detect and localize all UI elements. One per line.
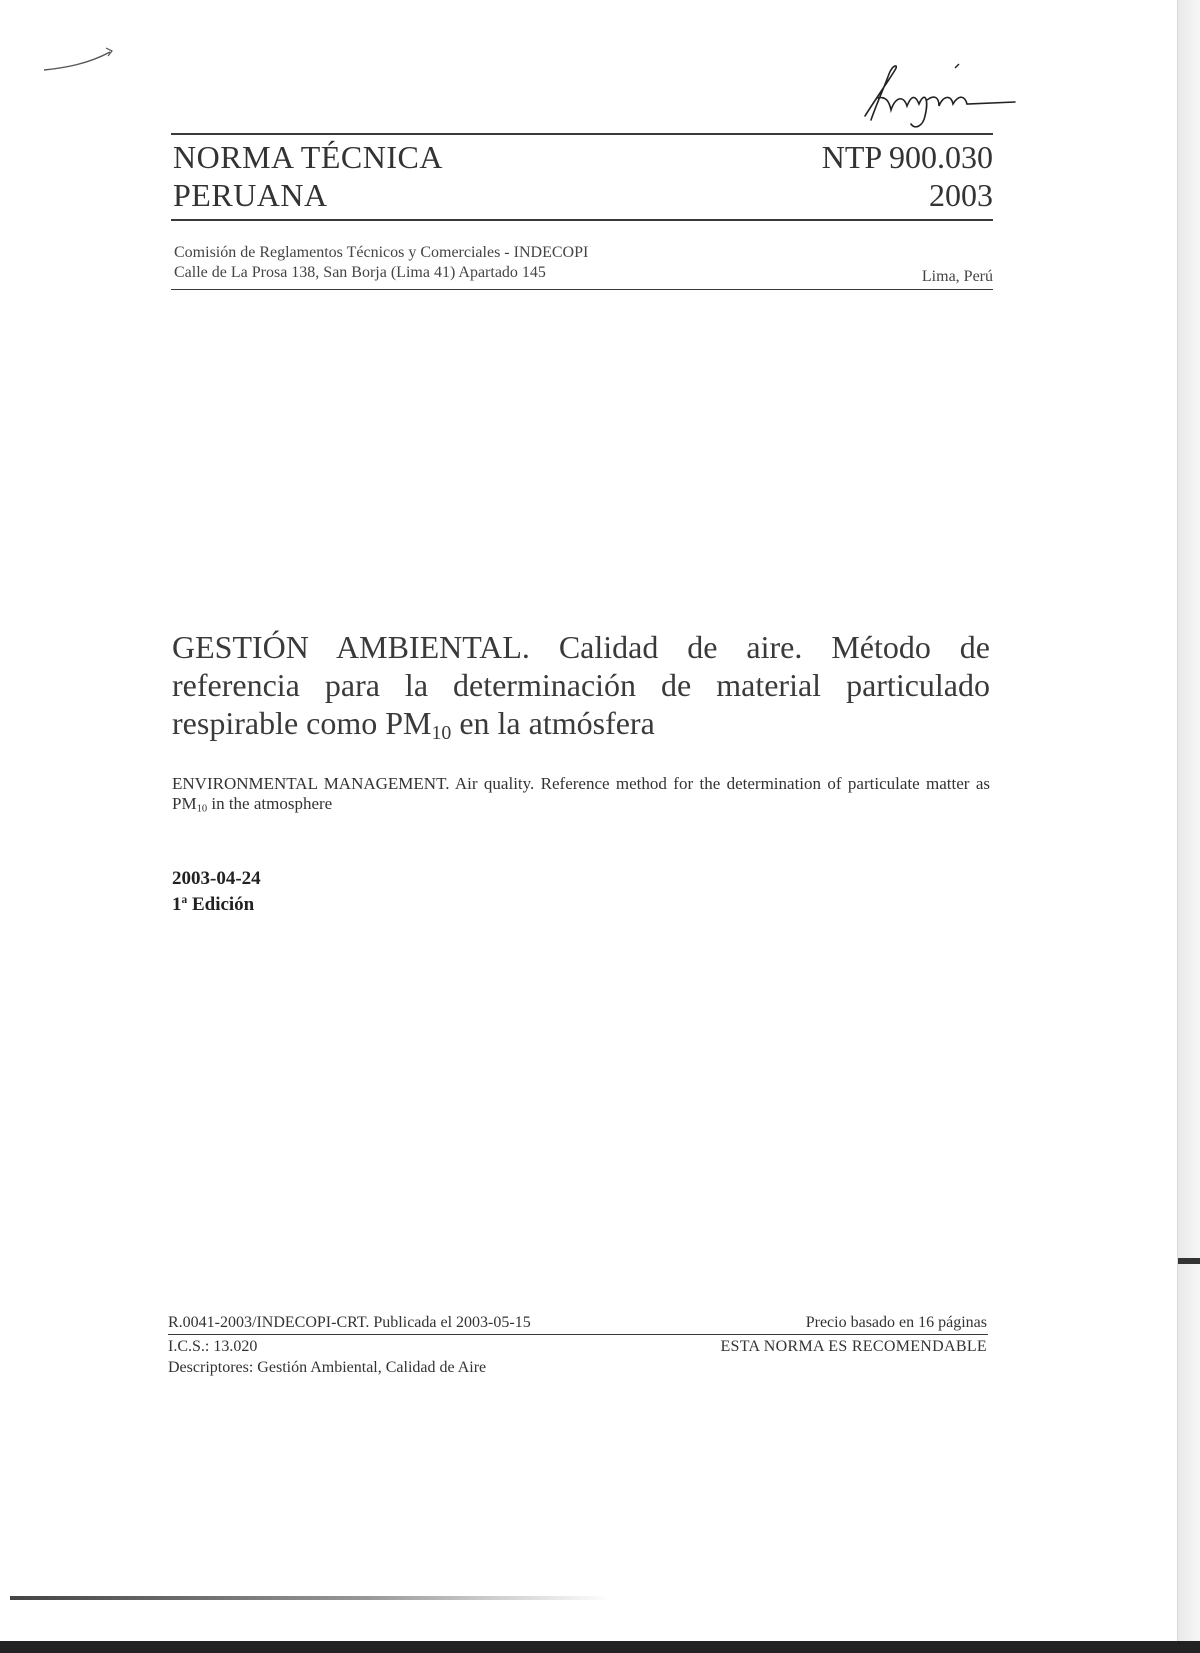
scan-smudge xyxy=(10,1596,610,1600)
edition-ordinal: a xyxy=(181,894,188,907)
descriptors: Descriptores: Gestión Ambiental, Calidad de Aire xyxy=(168,1359,487,1376)
ics-code: I.C.S.: 13.020 xyxy=(168,1338,258,1355)
edition-number: 1 xyxy=(172,894,182,915)
header-title-line1: NORMA TÉCNICA xyxy=(173,139,443,175)
document-title-es xyxy=(172,628,990,742)
standard-year: 2003 xyxy=(929,177,993,213)
document-title-en xyxy=(172,774,990,814)
recommendation-status: ESTA NORMA ES RECOMENDABLE xyxy=(720,1338,987,1355)
scan-edge-mark xyxy=(1178,1258,1200,1264)
header-code xyxy=(822,138,993,214)
header-bottom-rule xyxy=(171,219,993,221)
organization-rule xyxy=(171,289,993,290)
header-title-line2: PERUANA xyxy=(173,177,328,213)
corner-scribble-mark xyxy=(40,42,120,82)
resolution-reference: R.0041-2003/INDECOPI-CRT. Publicada el 2003-05-15 xyxy=(168,1314,531,1331)
price-basis: Precio basado en 16 páginas xyxy=(805,1314,987,1331)
footer-left xyxy=(168,1312,531,1378)
title-es-subscript: 10 xyxy=(431,721,452,744)
title-en-tail: in the atmosphere xyxy=(207,794,333,813)
scan-bottom-edge xyxy=(0,1641,1200,1653)
title-en-subscript: 10 xyxy=(196,803,208,815)
organization-name: Comisión de Reglamentos Técnicos y Comerciales - INDECOPI xyxy=(174,244,589,261)
signature-mark xyxy=(855,60,1025,135)
header-top-rule xyxy=(171,133,993,135)
scan-edge xyxy=(1177,0,1200,1653)
approval-date: 2003-04-24 xyxy=(172,868,261,889)
title-es-text: GESTIÓN AMBIENTAL. Calidad de aire. Método de referencia para la determinación de material particulado respirable como PM xyxy=(172,629,990,741)
date-edition-block xyxy=(172,866,261,918)
header-title xyxy=(173,138,443,214)
title-en-text: ENVIRONMENTAL MANAGEMENT. Air quality. Reference method for the determination of particulate matter as PM xyxy=(172,774,990,813)
organization-address: Calle de La Prosa 138, San Borja (Lima 41) Apartado 145 xyxy=(174,264,546,281)
edition-label: Edición xyxy=(187,894,255,915)
organization-block xyxy=(174,243,588,283)
edition xyxy=(172,892,261,918)
footer-right xyxy=(720,1312,987,1357)
organization-city: Lima, Perú xyxy=(921,268,993,285)
standard-code: NTP 900.030 xyxy=(821,139,993,175)
title-es-tail: en la atmósfera xyxy=(451,705,655,741)
